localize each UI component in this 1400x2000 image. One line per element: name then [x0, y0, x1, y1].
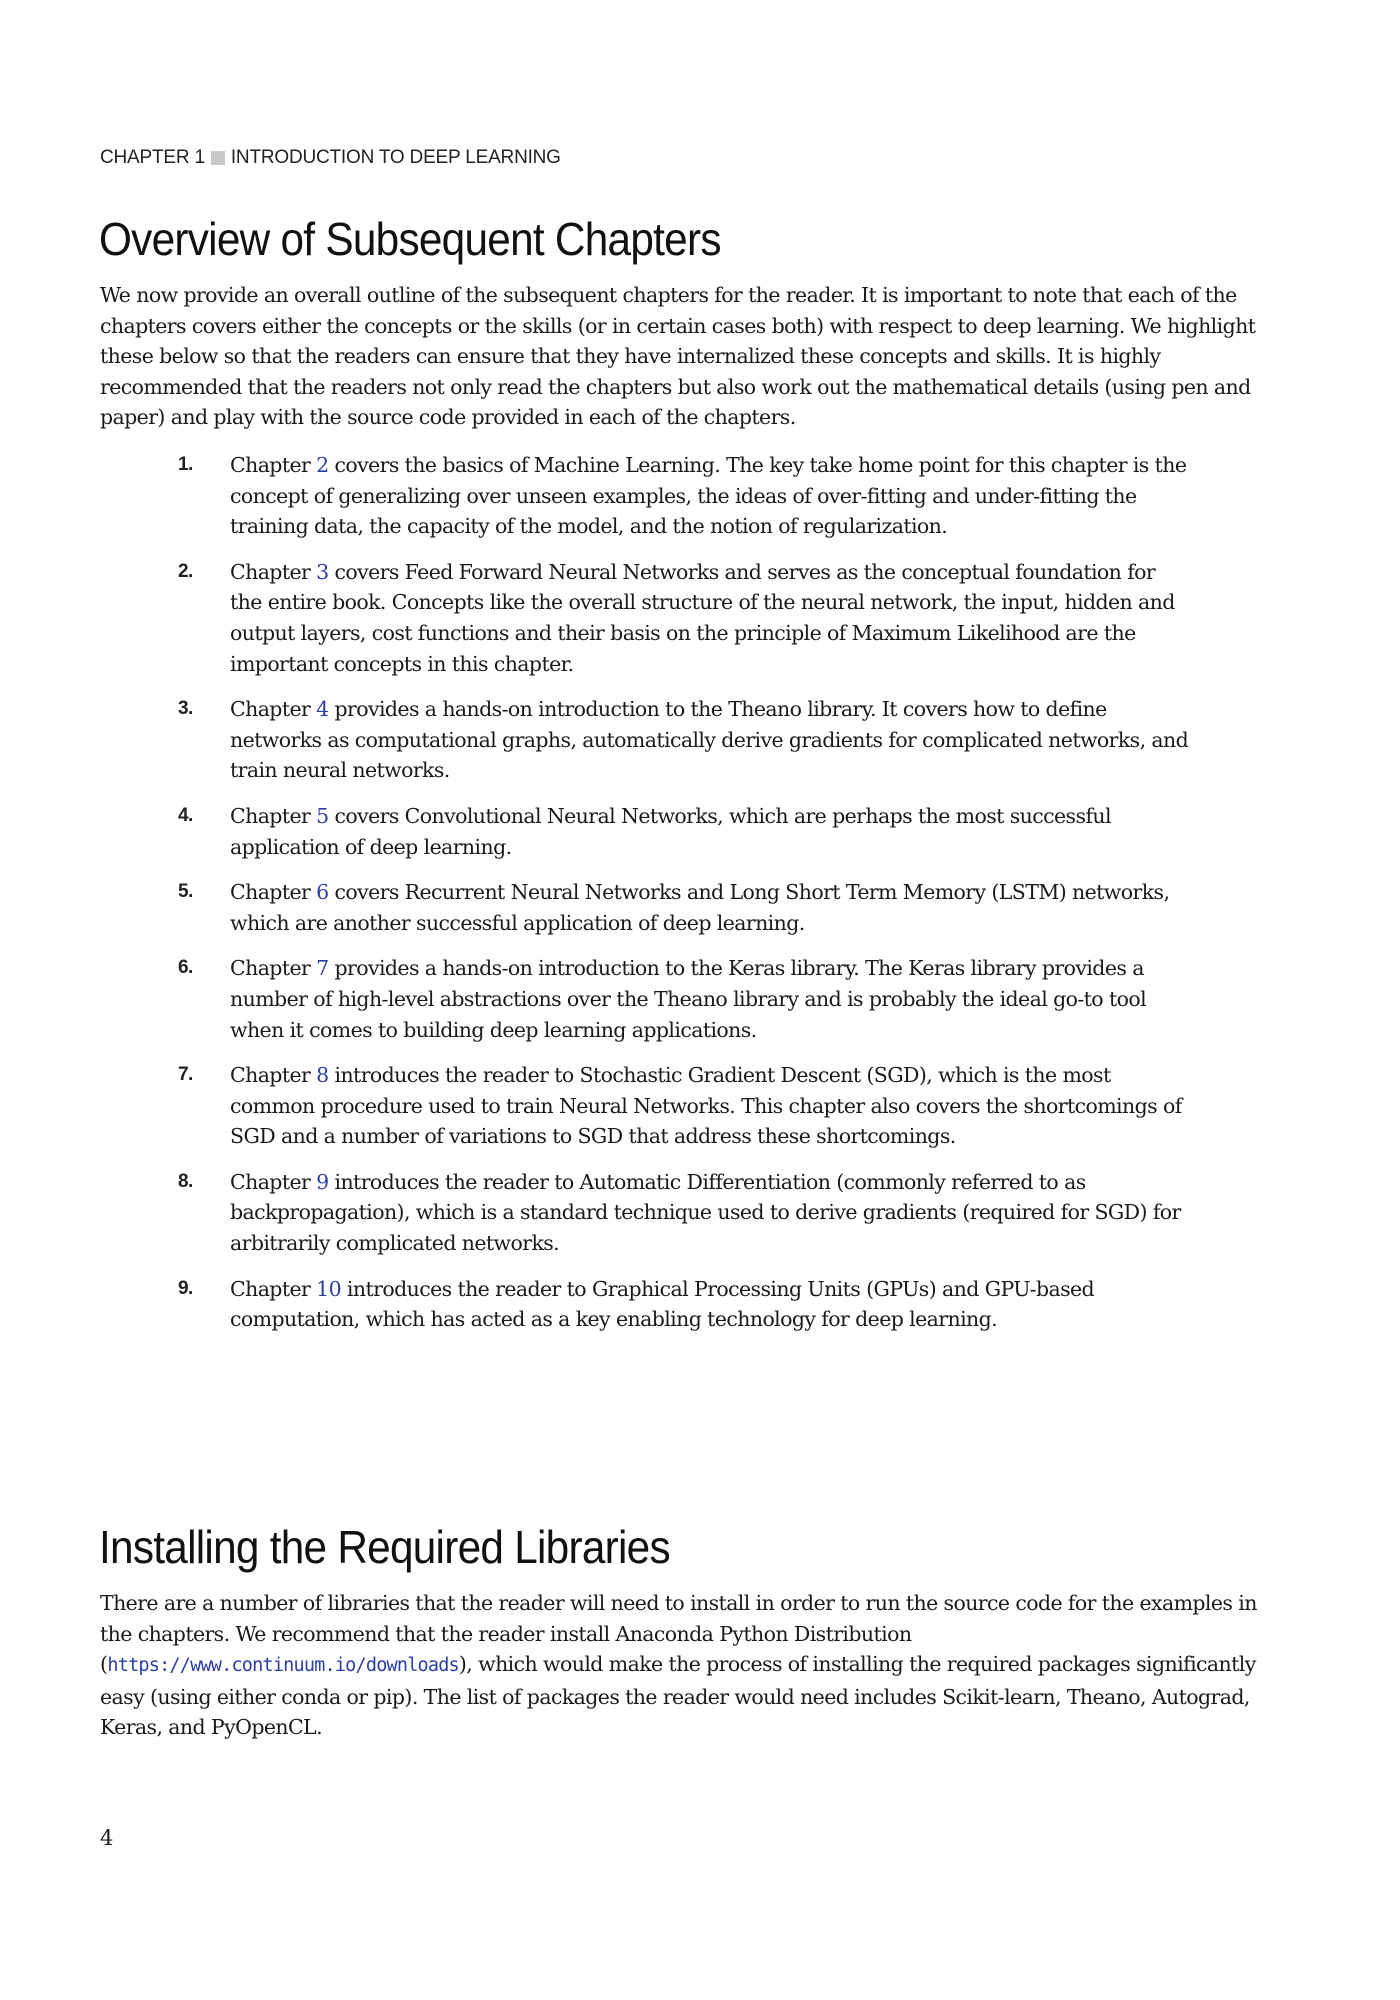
chapter-link[interactable]: 2	[316, 453, 329, 477]
list-item-number: 9.	[178, 1277, 193, 1299]
list-item	[100, 450, 1187, 542]
installing-paragraph	[100, 1588, 1260, 1743]
list-item-text: introduces the reader to Automatic Differentiation (commonly referred to as backpropagation), which is a standard technique used to derive gradients (required for SGD) for arbitrarily complicated networks.	[230, 1169, 1181, 1256]
list-item-prefix: Chapter	[230, 1169, 317, 1194]
running-header	[100, 147, 561, 169]
list-item-prefix: Chapter	[230, 697, 317, 722]
overview-heading: Overview of Subsequent Chapters	[99, 213, 721, 265]
list-item-number: 2.	[178, 560, 193, 582]
chapter-outline-list	[100, 450, 1189, 1350]
chapter-link[interactable]: 3	[316, 559, 329, 584]
installing-heading: Installing the Required Libraries	[99, 1521, 670, 1573]
list-item-text: covers the basics of Machine Learning. The key take home point for this chapter is the concept of generalizing over unseen examples, the ideas of over-fitting and under-fitting the training data, the capacity of the model, and the notion of regularization.	[230, 453, 1187, 539]
chapter-label: CHAPTER 1	[100, 147, 205, 168]
chapter-link[interactable]: 10	[316, 1276, 342, 1301]
chapter-link[interactable]: 7	[316, 956, 329, 981]
header-separator-square	[211, 151, 225, 165]
chapter-link[interactable]: 9	[316, 1169, 329, 1194]
list-item	[100, 694, 1189, 786]
list-item-text: introduces the reader to Graphical Processing Units (GPUs) and GPU-based computation, which has acted as a key enabling technology for deep learning.	[230, 1276, 1095, 1332]
chapter-link[interactable]: 6	[316, 880, 329, 905]
list-item-text: provides a hands-on introduction to the Keras library. The Keras library provides a number of high-level abstractions over the Theano library and is probably the ideal go-to tool when it comes to building deep learning applications.	[230, 956, 1147, 1042]
chapter-link[interactable]: 4	[316, 697, 329, 722]
list-item-text: covers Feed Forward Neural Networks and serves as the conceptual foundation for the entire book. Concepts like the overall structure of the neural network, the input, hidden and output layers, cost functions and their basis on the principle of Maximum Likelihood are the important concepts in this chapter.	[230, 559, 1175, 676]
list-item-prefix: Chapter	[230, 1276, 317, 1301]
list-item-prefix: Chapter	[230, 880, 317, 905]
list-item-number: 1.	[178, 454, 193, 475]
list-item-prefix: Chapter	[230, 803, 317, 828]
list-item-number: 5.	[178, 881, 193, 903]
list-item-text: covers Recurrent Neural Networks and Long Short Term Memory (LSTM) networks, which are another successful application of deep learning.	[230, 880, 1170, 935]
list-item-number: 3.	[178, 698, 193, 720]
list-item-number: 4.	[178, 804, 193, 826]
list-item	[100, 557, 1175, 679]
list-item	[100, 1274, 1100, 1335]
list-item-number: 6.	[178, 957, 193, 979]
list-item-text: provides a hands-on introduction to the Theano library. It covers how to define networks as computational graphs, automatically derive gradients for complicated networks, and train neural networks.	[230, 697, 1189, 783]
list-item	[100, 1167, 1181, 1259]
chapter-link[interactable]: 8	[316, 1063, 329, 1088]
page-number: 4	[100, 1826, 114, 1850]
list-item-text: covers Convolutional Neural Networks, which are perhaps the most successful application of deep learning.	[230, 803, 1111, 859]
installing-text-before: There are a number of libraries that the reader will need to install in order to run the source code for the examples in the chapters. We recommend that the reader install Anaconda Python Distribution (	[100, 1591, 1257, 1677]
list-item-prefix: Chapter	[230, 453, 317, 477]
list-item	[100, 1060, 1182, 1152]
chapter-link[interactable]: 5	[316, 803, 329, 828]
overview-intro-paragraph: We now provide an overall outline of the subsequent chapters for the reader. It is important to note that each of the chapters covers either the concepts or the skills (or in certain cases both) with respect to deep learning. We highlight these below so that the readers can ensure that they have internalized these concepts and skills. It is highly recommended that the readers not only read the chapters but also work out the mathematical details (using pen and paper) and play with the source code provided in each of the chapters.	[100, 283, 1256, 430]
anaconda-download-link[interactable]: https://www.continuum.io/downloads	[107, 1655, 459, 1677]
list-item	[100, 801, 1111, 862]
list-item-number: 8.	[178, 1170, 193, 1192]
installing-text-after: ), which would make the process of installing the required packages significantly easy (using either conda or pip). The list of packages the reader would need includes Scikit-learn, Theano, Autograd, Keras, and PyOpenCL.	[100, 1652, 1256, 1740]
list-item-prefix: Chapter	[230, 956, 317, 981]
list-item-prefix: Chapter	[230, 559, 317, 584]
list-item-number: 7.	[178, 1064, 193, 1086]
list-item	[100, 877, 1170, 938]
list-item-prefix: Chapter	[230, 1063, 317, 1088]
list-item	[100, 953, 1147, 1045]
list-item-text: introduces the reader to Stochastic Gradient Descent (SGD), which is the most common procedure used to train Neural Networks. This chapter also covers the shortcomings of SGD and a number of variations to SGD that address these shortcomings.	[230, 1063, 1182, 1149]
chapter-title: INTRODUCTION TO DEEP LEARNING	[230, 147, 561, 168]
